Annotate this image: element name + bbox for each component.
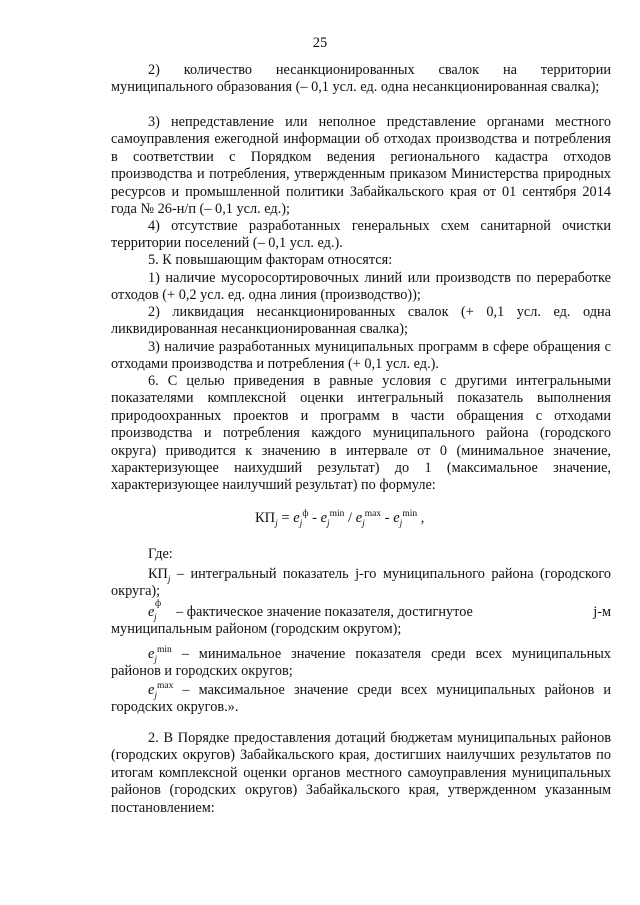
paragraph-item-3: 3) непредставление или неполное представление органами местного самоуправления ежегодной информации об отходах производства и потребления в соответствии с Порядком ведения регионального кадастра отходов производства и потребления, утвержденным приказом Министерства природных ресурсов и промышленной политики Забайкальского края от 01 сентября 2014 года № 26-н/п (– 0,1 усл. ед.);	[111, 114, 611, 218]
paragraph-factor-2: 2) ликвидация несанкционированных свалок (+ 0,1 усл. ед. одна ликвидированная несанкционированная свалка);	[111, 304, 611, 338]
paragraph-item-2: 2) количество несанкционированных свалок на территории муниципального образования (– 0,1 усл. ед. одна несанкционированная свалка);	[111, 62, 611, 96]
definition-e-fact: e ф j – фактическое значение показателя, достигнутое j-м муниципальным районом (городским округом);	[111, 599, 611, 638]
paragraph-item-4: 4) отсутствие разработанных генеральных схем санитарной очистки территории поселений (– 0,1 усл. ед.).	[111, 218, 611, 252]
paragraph-section-5: 5. К повышающим факторам относятся:	[148, 252, 393, 268]
page-number: 25	[312, 35, 328, 51]
where-label: Где:	[148, 546, 173, 562]
definition-e-max: $e_j^{max}$ – максимальное значение среди всех муниципальных районов и городских округов.».	[111, 681, 612, 716]
paragraph-section-6: 6. С целью приведения в равные условия с другими интегральными показателями комплексной оценки интегральный показатель выполнения природоохранных проектов и программ в части обращения с отходами производства и потребления каждого муниципального района (городского округа) приводится к значению в интервале от 0 (минимальное значение, характеризующее наихудший результат) до 1 (максимальное значение, характеризующее наилучший результат) по формуле:	[111, 373, 611, 494]
definition-kp: $КП_j$ – интегральный показатель j-го муниципального района (городского округа);	[111, 566, 611, 600]
definition-e-min: $e_j^{min}$ – минимальное значение показателя среди всех муниципальных районов и городских округов;	[111, 645, 611, 680]
paragraph-final: 2. В Порядке предоставления дотаций бюджетам муниципальных районов (городских округов) Забайкальского края, достигших наилучших результатов по итогам комплексной оценки органов местного самоуправления муниципальных районов (городских округов) Забайкальского края, утвержденном указанным постановлением:	[111, 730, 611, 816]
formula: $КП_j = e_j^ф - e_j^{min} / e_j^{max} - e_j^{min}$ ,	[255, 509, 425, 529]
paragraph-factor-1: 1) наличие мусоросортировочных линий или производств по переработке отходов (+ 0,2 усл. ед. одна линия (производство));	[111, 270, 611, 304]
paragraph-factor-3: 3) наличие разработанных муниципальных программ в сфере обращения с отходами производства и потребления (+ 0,1 усл. ед.).	[111, 339, 611, 373]
formula-lhs: КП	[255, 510, 276, 526]
